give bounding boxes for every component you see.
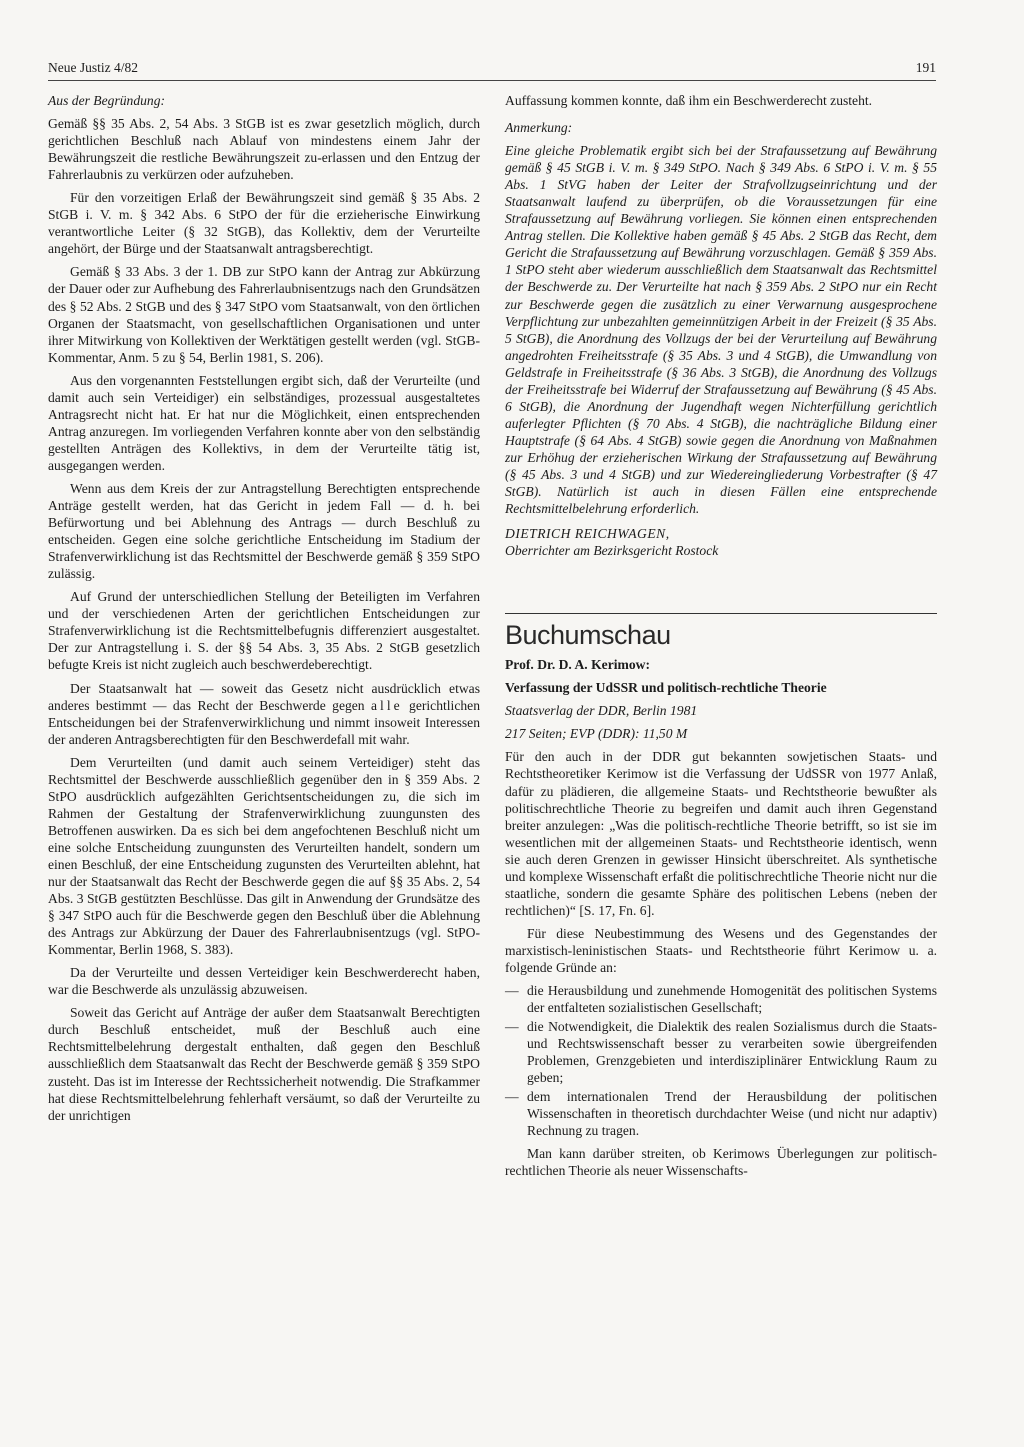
list-item bbox=[505, 1018, 937, 1086]
text-run: gerichtlichen Entscheidungen bei der Strafenverwirklichung und nimmt insoweit Interessen der anderen Antragsberechtigten für den Beschwerdefall mit wahr. bbox=[48, 697, 480, 747]
paragraph: Auf Grund der unterschiedlichen Stellung der Beteiligten im Verfahren und der verschiedenen Arten der gerichtlichen Entscheidungen zur Strafenverwirklichung ist die Rechtsmittelbefugnis differenziert ausgestaltet. Der zur Antragstellung i. S. der §§ 54 Abs. 3, 35 Abs. 2 StGB gesetzlich befugte Kreis ist nicht zugleich auch beschwerdeberechtigt. bbox=[48, 589, 480, 673]
book-title: Verfassung der UdSSR und politisch-rechtliche Theorie bbox=[505, 680, 827, 696]
right-column bbox=[505, 92, 937, 1186]
list-item-text: die Herausbildung und zunehmende Homogenität des politischen Systems der entfalteten sozialistischen Gesellschaft; bbox=[527, 983, 937, 1016]
list-item-text: die Notwendigkeit, die Dialektik des realen Sozialismus durch die Staats- und Rechtswissenschaft besser zu verarbeiten sowie übergreifenden Problemen, Grenzgebieten und interdisziplinärer Entwicklung Raum zu geben; bbox=[527, 1019, 937, 1086]
left-column bbox=[48, 92, 480, 1130]
list-item bbox=[505, 1088, 937, 1139]
note-heading: Anmerkung: bbox=[505, 120, 573, 136]
book-author: Prof. Dr. D. A. Kerimow: bbox=[505, 657, 650, 673]
section-divider bbox=[505, 613, 937, 614]
paragraph: Für den vorzeitigen Erlaß der Bewährungszeit sind gemäß § 35 Abs. 2 StGB i. V. m. § 342 Abs. 6 StPO der für die erzieherische Einwirkung verantwortliche Leiter (§ 32 StGB), das Kollektiv, dem der Verurteilte angehört, der Bürge und der Staatsanwalt antragsberechtigt. bbox=[48, 190, 480, 257]
paragraph bbox=[48, 680, 480, 748]
emphasized-word: alle bbox=[371, 697, 403, 713]
paragraph: Dem Verurteilten (und damit auch seinem Verteidiger) steht das Rechtsmittel der Beschwerde ausschließlich gegenüber den in § 359 Abs. 2 StPO ausdrücklich aufgezählten Gerichtsentscheidungen zu, die sich im Rahmen der Gestaltung der Strafenverwirklichung zuungunsten des Betroffenen auswirken. Da es sich bei dem angefochtenen Beschluß nicht um eine solche Entscheidung zuungunsten des Verurteilten handelt, sondern um einen Beschluß, der eine Entscheidung zugunsten des Verurteilten ablehnt, hat nur der Staatsanwalt das Recht der Beschwerde gegen die auf §§ 35 Abs. 2, 54 Abs. 3 StGB gestützten Beschlüsse. Das gilt in Anwendung der Grundsätze des § 347 StPO auch für die Beschwerde gegen den Beschluß über die Ablehnung des Antrags zur Abkürzung der Dauer des Fahrerlaubnisentzugs (vgl. StPO-Kommentar, Berlin 1968, S. 383). bbox=[48, 754, 480, 958]
paragraph: Aus den vorgenannten Feststellungen ergibt sich, daß der Verurteilte (und damit auch sein Verteidiger) ein selbständiges, prozessual ausgestaltetes Antragsrecht nicht hat. Er hat nur die Möglichkeit, einen entsprechenden Antrag anzuregen. Im vorliegenden Verfahren konnte aber von den selbständig gestellten Anträgen des Kollektivs, in dem der Verurteilte tätig ist, ausgegangen werden. bbox=[48, 372, 480, 473]
paragraph: Da der Verurteilte und dessen Verteidiger kein Beschwerderecht haben, war die Beschwerde als unzulässig abzuweisen. bbox=[48, 965, 480, 998]
book-details: 217 Seiten; EVP (DDR): 11,50 M bbox=[505, 726, 688, 742]
journal-issue: Neue Justiz 4/82 bbox=[48, 60, 138, 75]
page-number: 191 bbox=[915, 60, 936, 75]
paragraph-continuation: Auffassung kommen konnte, daß ihm ein Beschwerderecht zusteht. bbox=[505, 93, 873, 108]
paragraph: Gemäß §§ 35 Abs. 2, 54 Abs. 3 StGB ist es zwar gesetzlich möglich, durch gerichtlichen Beschluß nach Ablauf von mindestens einem Jahr der Bewährungszeit die restliche Bewährungszeit zu-erlassen und den Entzug der Fahrerlaubnis zu verkürzen oder aufzuheben. bbox=[48, 116, 480, 183]
paragraph: Für diese Neubestimmung des Wesens und des Gegenstandes der marxistisch-leninistischen Staats- und Rechtstheorie führt Kerimow u. a. folgende Gründe an: bbox=[505, 925, 937, 975]
paragraph: Soweit das Gericht auf Anträge der außer dem Staatsanwalt Berechtigten durch Beschluß entscheidet, muß der Beschluß auch eine Rechtsmittelbelehrung dergestalt enthalten, daß gegen den Beschluß ausschließlich dem Staatsanwalt das Recht der Beschwerde gemäß § 359 StPO zusteht. Das ist im Interesse der Rechtssicherheit notwendig. Die Strafkammer hat diese Rechtsmittelbelehrung fehlerhaft versäumt, so daß der Verurteilte zu der unrichtigen bbox=[48, 1005, 480, 1123]
paragraph: Gemäß § 33 Abs. 3 der 1. DB zur StPO kann der Antrag zur Abkürzung der Dauer oder zur Aufhebung des Fahrerlaubnisentzugs nach den Grundsätzen des § 52 Abs. 2 StGB und des § 347 StPO vom Staatsanwalt, von den örtlichen Organen der Staatsmacht, von gesellschaftlichen Organisationen und unter ihrer Mitwirkung von Kollektiven der Werktätigen gestellt werden (vgl. StGB-Kommentar, Anm. 5 zu § 54, Berlin 1981, S. 206). bbox=[48, 264, 480, 365]
dash-bullet: — bbox=[505, 1019, 519, 1035]
list-item bbox=[505, 982, 937, 1016]
paragraph: Für den auch in der DDR gut bekannten sowjetischen Staats- und Rechtstheoretiker Kerimow ist die Verfassung der UdSSR von 1977 Anlaß, dafür zu plädieren, die allgemeine Staats- und Rechtstheorie bewußter als politischrechtliche Theorie zu begreifen und damit auch ihren Gegenstand breiter anzulegen: „Was die politisch-rechtliche Theorie betrifft, so ist sie im wesentlichen mit der allgemeinen Staats- und Rechtstheorie identisch, wenn sie auch deren Grenzen in gewisser Hinsicht überschreitet. Als synthetische und komplexe Wissenschaft erfaßt die politischrechtliche Theorie nicht nur die staatliche, sondern die gesamte Sphäre des politischen Lebens (neben der rechtlichen)“ [S. 17, Fn. 6]. bbox=[505, 749, 937, 918]
section-heading: Aus der Begründung: bbox=[48, 93, 166, 108]
note-text: Eine gleiche Problematik ergibt sich bei der Strafaussetzung auf Bewährung gemäß § 45 StGB i. V. m. § 349 StPO. Nach § 349 Abs. 6 StPO i. V. m. § 55 Abs. 1 StVG haben der Leiter der Strafvollzugseinrichtung und der Staatsanwalt laufend zu überprüfen, ob die Voraussetzungen für eine Strafaussetzung auf Bewährung vorliegen. Sie können einen entsprechenden Antrag stellen. Die Kollektive haben gemäß § 45 Abs. 2 StGB das Recht, dem Gericht die Strafaussetzung auf Bewährung vorzuschlagen. Gemäß § 359 Abs. 1 StPO steht aber wiederum ausschließlich dem Staatsanwalt das Rechtsmittel der Beschwerde zu. Der Verurteilte hat nach § 359 Abs. 2 StPO nur ein Recht zur Beschwerde gegen die zusätzlich zu einer Verwarnung ausgesprochene Verpflichtung zur unbezahlten gemeinnützigen Arbeit in der Freizeit (§ 35 Abs. 5 StGB), die Anordnung des Vollzugs der bei der Verurteilung auf Bewährung angedrohten Freiheitsstrafe (§ 35 Abs. 3 und 4 StGB), die Umwandlung von Geldstrafe in Freiheitsstrafe (§ 36 Abs. 3 StGB), die Anordnung des Vollzugs der Freiheitsstrafe bei Widerruf der Strafaussetzung auf Bewährung (§ 45 Abs. 6 StGB), die Anordnung der Jugendhaft wegen Nichterfüllung gerichtlich auferlegter Pflichten (§ 70 Abs. 4 StGB), die nachträgliche Bildung einer Hauptstrafe (§ 64 Abs. 4 StGB) sowie gegen die Anordnung von Maßnahmen zur Erhöhug der erzieherischen Wirkung der Strafaussetzung auf Bewährung (§ 45 Abs. 3 und 4 StGB) und zur Wiedereingliederung Vorbestrafter (§ 47 StGB). Natürlich ist auch in diesen Fällen eine entsprechende Rechtsmittelbelehrung erforderlich. bbox=[505, 143, 937, 517]
book-publisher: Staatsverlag der DDR, Berlin 1981 bbox=[505, 703, 698, 719]
list-item-text: dem internationalen Trend der Herausbildung der politischen Wissenschaften in theoretisch durchdachter Weise (und nicht nur adaptiv) Rechnung zu tragen. bbox=[527, 1089, 937, 1139]
header-rule bbox=[48, 80, 936, 81]
paragraph: Wenn aus dem Kreis der zur Antragstellung Berechtigten entsprechende Anträge gestellt werden, hat das Gericht in jedem Fall — d. h. bei Befürwortung und bei Ablehnung des Antrags — durch Beschluß zu entscheiden. Gegen eine solche gerichtliche Entscheidung im Stadium der Strafenverwirklichung ist das Rechtsmittel der Beschwerde gemäß § 359 StPO zulässig. bbox=[48, 480, 480, 582]
review-section-heading: Buchumschau bbox=[505, 620, 671, 651]
author-title: Oberrichter am Bezirksgericht Rostock bbox=[505, 543, 719, 559]
author-name: DIETRICH REICHWAGEN, bbox=[505, 526, 670, 542]
reasons-list bbox=[505, 982, 937, 1139]
dash-bullet: — bbox=[505, 1089, 519, 1105]
text-run: Der Staatsanwalt hat — soweit das Gesetz nicht ausdrücklich etwas anderes bestimmt — das Recht der Beschwerde gegen bbox=[48, 680, 480, 713]
dash-bullet: — bbox=[505, 983, 519, 999]
paragraph: Man kann darüber streiten, ob Kerimows Überlegungen zur politisch-rechtlichen Theorie als neuer Wissenschafts- bbox=[505, 1146, 937, 1179]
